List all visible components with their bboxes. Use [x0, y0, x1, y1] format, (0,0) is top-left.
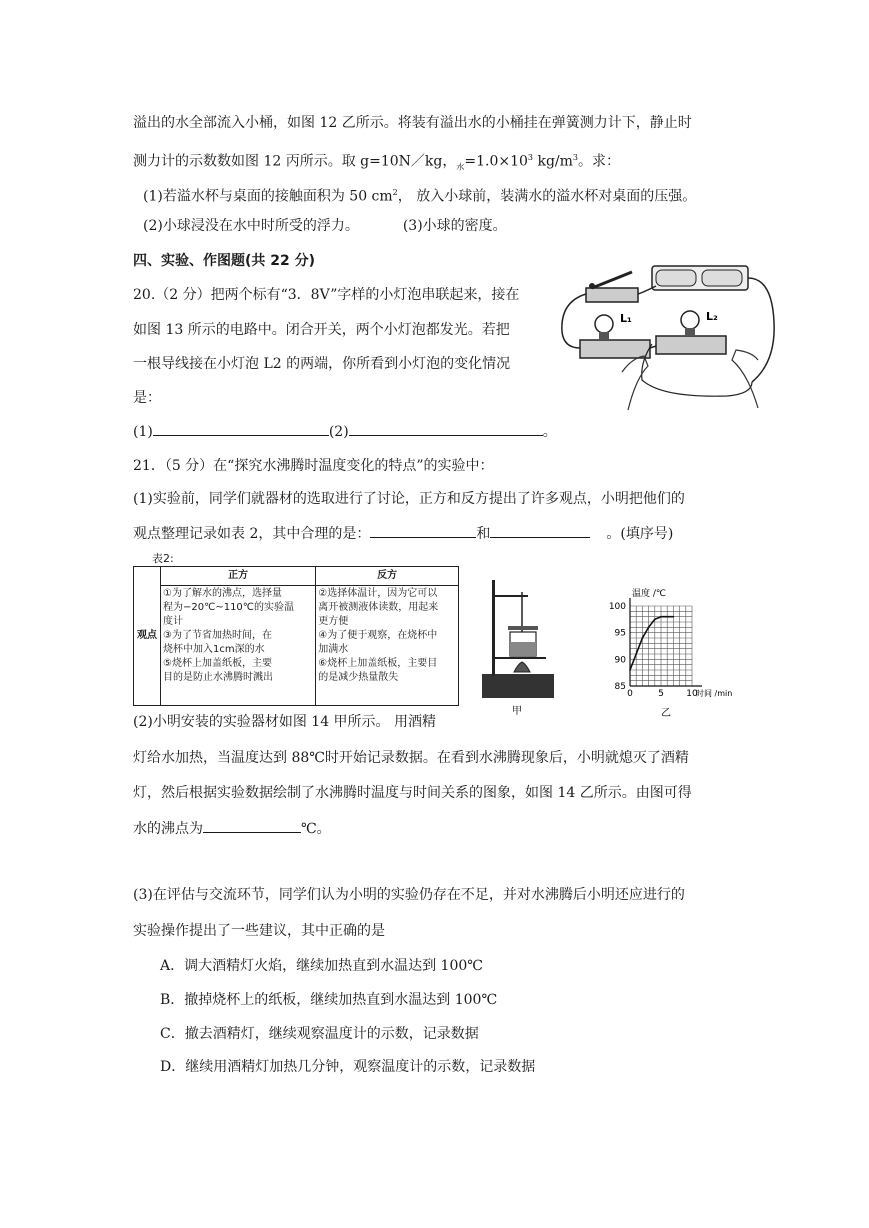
option-a: A．调大酒精灯火焰，继续加热直到水温达到 100℃ — [160, 958, 483, 974]
answer-blank-5[interactable] — [203, 818, 301, 833]
text-line: 观点整理记录如表 2，其中合理的是： 和 。(填序号) — [133, 523, 673, 544]
table-caption: 表2: — [152, 552, 174, 565]
text-line: 21．（5 分）在“探究水沸腾时温度变化的特点”的实验中： — [133, 458, 494, 474]
text-line: 一根导线接在小灯泡 L2 的两端，你所看到小灯泡的变化情况 — [133, 356, 511, 372]
circuit-figure — [552, 262, 784, 412]
y-tick-label: 100 — [608, 602, 626, 612]
column-header-con: 反方 — [316, 567, 459, 586]
answer-blank-2[interactable] — [349, 421, 543, 436]
figure-label-yi: 乙 — [661, 708, 671, 719]
text-line: 溢出的水全部流入小桶，如图 12 乙所示。将装有溢出水的小桶挂在弹簧测力计下，静止时 — [133, 115, 692, 131]
section-heading: 四、实验、作图题(共 22 分) — [133, 253, 316, 269]
text-line: 水的沸点为 ℃。 — [133, 818, 331, 839]
data-point — [642, 637, 644, 639]
text-line: 灯，然后根据实验数据绘制了水沸腾时温度与时间关系的图象，如图 14 乙所示。由图可得 — [133, 785, 692, 801]
text-line: 如图 13 所示的电路中。闭合开关，两个小灯泡都发光。若把 — [133, 322, 510, 338]
x-tick-label: 10 — [686, 689, 698, 699]
data-point — [648, 627, 650, 629]
x-tick-label: 5 — [658, 689, 664, 699]
observations-table — [133, 566, 459, 706]
bulb-L1-label: L₁ — [620, 312, 632, 325]
answer-blanks: (1) (2) 。 — [133, 421, 557, 442]
x-tick-label: 0 — [627, 689, 633, 699]
option-d: D．继续用酒精灯加热几分钟，观察温度计的示数，记录数据 — [160, 1059, 536, 1075]
text-line: 实验操作提出了一些建议，其中正确的是 — [133, 923, 385, 939]
data-point — [629, 669, 631, 671]
text-line: (3)在评估与交流环节，同学们认为小明的实验仍存在不足，并对水沸腾后小明还应进行的 — [133, 887, 685, 903]
question-2-3: (2)小球浸没在水中时所受的浮力。 (3)小球的密度。 — [143, 218, 507, 234]
data-point — [660, 616, 662, 618]
bulb-L2-label: L₂ — [706, 310, 718, 323]
figure-label-jia: 甲 — [512, 706, 522, 717]
text-line: 测力计的示数数如图 12 丙所示。取 g=10N／kg，$_水=1.0\times 10^3$ $kg/m^3$。求： — [133, 153, 620, 172]
text-line: 是： — [133, 390, 161, 406]
text-line: 20.（2 分）把两个标有“3．8V”字样的小灯泡串联起来，接在 — [133, 287, 520, 303]
text-line: (1)实验前，同学们就器材的选取进行了讨论，正方和反方提出了许多观点，小明把他们的 — [133, 491, 685, 507]
y-tick-label: 95 — [614, 628, 626, 639]
table-side-label: 观点 — [134, 567, 161, 706]
temperature-graph — [588, 584, 748, 720]
column-header-pro: 正方 — [161, 567, 316, 586]
option-c: C．撤去酒精灯，继续观察温度计的示数，记录数据 — [160, 1026, 479, 1042]
text-line: 灯给水加热，当温度达到 88℃时开始记录数据。在看到水沸腾现象后，小明就熄灭了酒精 — [133, 750, 689, 766]
question-1: (1)若溢水杯与桌面的接触面积为 50 $cm^2$， 放入小球前，装满水的溢水杯对桌面的压强。 — [143, 188, 697, 205]
y-tick-label: 90 — [614, 655, 626, 666]
x-axis-label: 时间 /min — [696, 689, 733, 698]
answer-blank-1[interactable] — [153, 421, 329, 436]
answer-blank-4[interactable] — [490, 523, 590, 538]
y-axis-label: 温度 /℃ — [632, 589, 667, 599]
answer-blank-3[interactable] — [370, 523, 476, 538]
apparatus-figure — [474, 574, 564, 718]
data-point — [654, 619, 656, 621]
text-line: (2)小明安装的实验器材如图 14 甲所示。 用酒精 — [133, 714, 436, 730]
data-point — [673, 616, 675, 618]
option-b: B．撤掉烧杯上的纸板，继续加热直到水温达到 100℃ — [160, 992, 498, 1008]
data-point — [666, 616, 668, 618]
table-cell-pro: ①为了解水的沸点，选择量 程为−20℃~110℃的实验温 度计 ③为了节省加热时间，在 烧杯中加入1cm深的水 ⑤烧杯上加盖纸板，主要 目的是防止水沸腾时溅出 — [161, 586, 316, 706]
y-tick-label: 85 — [614, 682, 626, 692]
data-point — [635, 653, 637, 655]
table-cell-con: ②选择体温计，因为它可以 离开被测液体读数，用起来 更方便 ④为了便于观察，在烧杯中 加满水 ⑥烧杯上加盖纸板，主要目 的是减少热量散失 — [316, 586, 459, 706]
